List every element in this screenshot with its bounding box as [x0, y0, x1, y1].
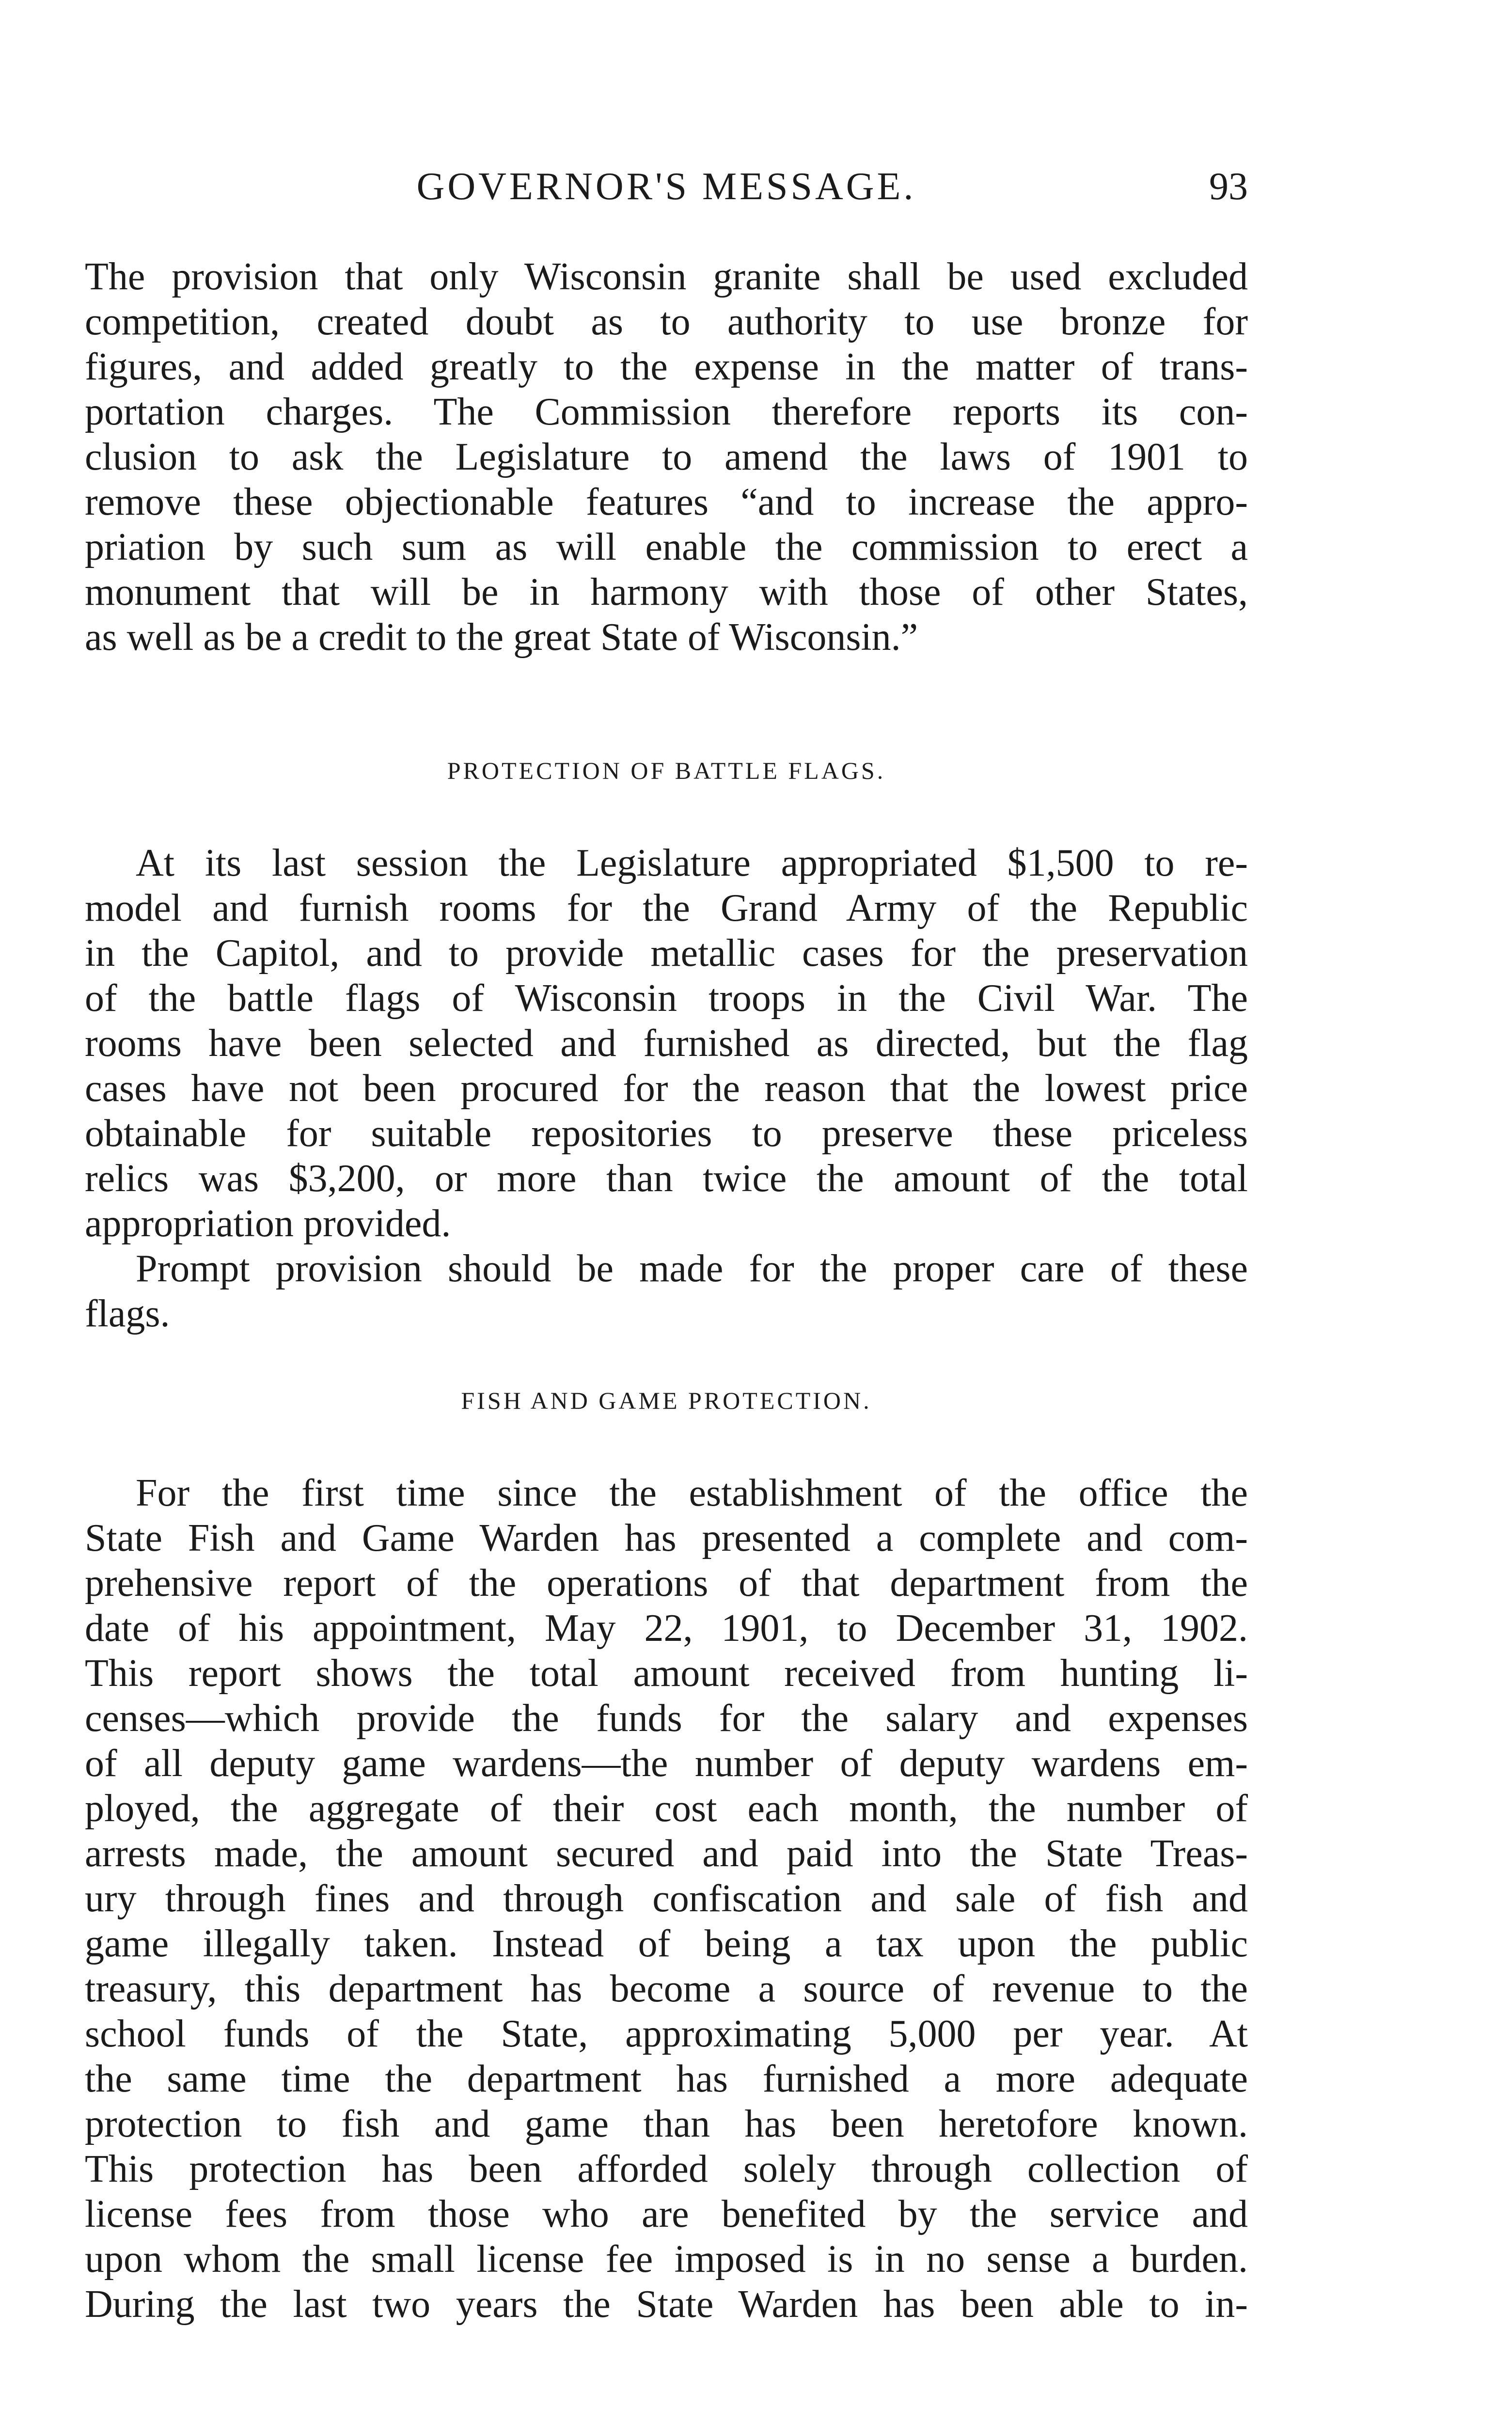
text-line: For the first time since the establishment of the office the	[136, 1472, 1248, 1514]
text-line: clusion to ask the Legislature to amend the laws of 1901 to	[85, 436, 1248, 478]
document-page	[85, 0, 1248, 2423]
text-line: license fees from those who are benefited by the service and	[85, 2193, 1248, 2235]
text-line: remove these objectionable features “and to increase the appro-	[85, 481, 1248, 523]
text-line: cases have not been procured for the reason that the lowest price	[85, 1067, 1248, 1110]
text-line: ury through fines and through confiscation and sale of fish and	[85, 1877, 1248, 1920]
page-title: GOVERNOR'S MESSAGE.	[416, 165, 916, 208]
text-line: rooms have been selected and furnished as directed, but the flag	[85, 1022, 1248, 1065]
section-heading-fish-game: FISH AND GAME PROTECTION.	[461, 1387, 872, 1414]
text-line: of all deputy game wardens—the number of deputy wardens em-	[85, 1742, 1248, 1785]
text-line: The provision that only Wisconsin granite shall be used excluded	[85, 255, 1248, 298]
text-line: portation charges. The Commission therefore reports its con-	[85, 391, 1248, 433]
text-line: date of his appointment, May 22, 1901, to December 31, 1902.	[85, 1607, 1248, 1650]
text-line: obtainable for suitable repositories to preserve these priceless	[85, 1112, 1248, 1155]
text-line: This report shows the total amount received from hunting li-	[85, 1652, 1248, 1695]
text-line: school funds of the State, approximating 5,000 per year. At	[85, 2013, 1248, 2055]
text-line: in the Capitol, and to provide metallic cases for the preservation	[85, 932, 1248, 975]
text-line: ployed, the aggregate of their cost each month, the number of	[85, 1787, 1248, 1830]
text-line: At its last session the Legislature appropriated $1,500 to re-	[136, 842, 1248, 884]
text-line: game illegally taken. Instead of being a tax upon the public	[85, 1922, 1248, 1965]
running-head	[85, 160, 1248, 213]
text-line: arrests made, the amount secured and paid into the State Treas-	[85, 1832, 1248, 1875]
text-line: priation by such sum as will enable the commission to erect a	[85, 526, 1248, 568]
text-line: figures, and added greatly to the expense in the matter of trans-	[85, 346, 1248, 388]
text-line: of the battle flags of Wisconsin troops in the Civil War. The	[85, 977, 1248, 1020]
text-line: Prompt provision should be made for the proper care of these	[136, 1247, 1248, 1290]
text-line: relics was $3,200, or more than twice the amount of the total	[85, 1157, 1248, 1200]
fish-game-section	[85, 1471, 1248, 2327]
monument-paragraph	[85, 254, 1248, 660]
text-line: State Fish and Game Warden has presented a complete and com-	[85, 1517, 1248, 1559]
text-line: During the last two years the State Warden has been able to in-	[85, 2283, 1248, 2326]
text-line: competition, created doubt as to authority to use bronze for	[85, 300, 1248, 343]
text-line: flags.	[85, 1292, 170, 1335]
text-line: appropriation provided.	[85, 1202, 451, 1245]
text-line: prehensive report of the operations of that department from the	[85, 1562, 1248, 1605]
text-line: the same time the department has furnished a more adequate	[85, 2058, 1248, 2100]
text-line: protection to fish and game than has been heretofore known.	[85, 2103, 1248, 2145]
text-line: upon whom the small license fee imposed is in no sense a burden.	[85, 2238, 1248, 2281]
section-heading-battle-flags: PROTECTION OF BATTLE FLAGS.	[447, 757, 886, 784]
page-number: 93	[1209, 165, 1248, 208]
text-line: model and furnish rooms for the Grand Army of the Republic	[85, 887, 1248, 929]
text-line: as well as be a credit to the great State of Wisconsin.”	[85, 616, 918, 659]
text-line: censes—which provide the funds for the salary and expenses	[85, 1697, 1248, 1740]
text-line: This protection has been afforded solely through collection of	[85, 2148, 1248, 2190]
text-line: treasury, this department has become a source of revenue to the	[85, 1967, 1248, 2010]
battle-flags-section	[85, 841, 1248, 1337]
text-line: monument that will be in harmony with those of other States,	[85, 571, 1248, 614]
